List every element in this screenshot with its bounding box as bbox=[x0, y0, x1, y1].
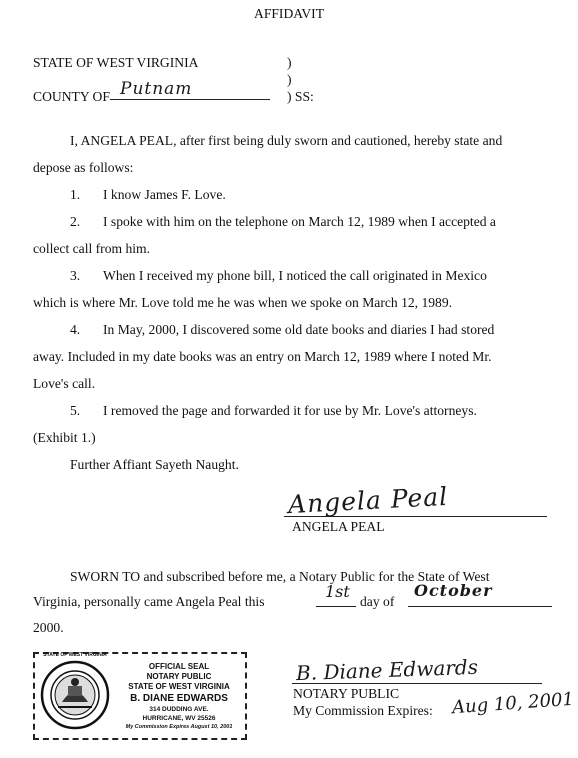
document-title: AFFIDAVIT bbox=[254, 6, 324, 21]
caption-state: STATE OF WEST VIRGINIA bbox=[33, 55, 199, 70]
seal-line-5: 314 DUDDING AVE. bbox=[149, 706, 209, 713]
item-4-text-line-3: Love's call. bbox=[33, 376, 96, 391]
jurat-line-2a: Virginia, personally came Angela Peal this bbox=[33, 594, 265, 609]
county-handwritten: Putnam bbox=[120, 79, 193, 99]
seal-line-6: HURRICANE, WV 25526 bbox=[142, 715, 216, 722]
caption-paren-1: ) bbox=[287, 55, 292, 70]
caption-paren-2: ) bbox=[287, 72, 292, 87]
jurat-month-handwritten: October bbox=[414, 581, 493, 600]
state-seal-emblem bbox=[40, 660, 110, 730]
seal-line-3: STATE OF WEST VIRGINIA bbox=[128, 682, 230, 691]
notary-seal-stamp bbox=[33, 652, 247, 740]
item-3-number: 3. bbox=[70, 268, 81, 283]
jurat-line-3: 2000. bbox=[33, 620, 64, 635]
seal-line-7: My Commission Expires August 10, 2001 bbox=[125, 724, 233, 730]
item-4-text-line-1: In May, 2000, I discovered some old date books and diaries I had stored bbox=[103, 322, 495, 337]
item-3-text-line-2: which is where Mr. Love told me he was when we spoke on March 12, 1989. bbox=[33, 295, 453, 310]
jurat-line-1: SWORN TO and subscribed before me, a Notary Public for the State of West bbox=[70, 569, 490, 584]
item-2-text-line-2: collect call from him. bbox=[33, 241, 151, 256]
seal-ring-text: STATE OF WEST VIRGINIA bbox=[43, 652, 107, 658]
seal-line-4: B. DIANE EDWARDS bbox=[130, 693, 228, 704]
affiant-signature-line bbox=[284, 516, 547, 517]
notary-signature-line bbox=[292, 683, 542, 684]
notary-title: NOTARY PUBLIC bbox=[293, 686, 400, 701]
item-5-number: 5. bbox=[70, 403, 81, 418]
item-3-text-line-1: When I received my phone bill, I noticed the call originated in Mexico bbox=[103, 268, 487, 283]
closing-statement: Further Affiant Sayeth Naught. bbox=[70, 457, 239, 472]
item-2-number: 2. bbox=[70, 214, 81, 229]
item-1-text: I know James F. Love. bbox=[103, 187, 226, 202]
intro-line-1: I, ANGELA PEAL, after first being duly sworn and cautioned, hereby state and bbox=[70, 133, 503, 148]
item-2-text-line-1: I spoke with him on the telephone on March 12, 1989 when I accepted a bbox=[103, 214, 496, 229]
seal-line-1: OFFICIAL SEAL bbox=[148, 662, 210, 671]
notary-signature: B. Diane Edwards bbox=[295, 654, 479, 686]
item-5-text-line-2: (Exhibit 1.) bbox=[33, 430, 96, 445]
intro-line-2: depose as follows: bbox=[33, 160, 134, 175]
item-4-number: 4. bbox=[70, 322, 81, 337]
item-5-text-line-1: I removed the page and forwarded it for use by Mr. Love's attorneys. bbox=[103, 403, 477, 418]
affiant-name: ANGELA PEAL bbox=[292, 519, 385, 534]
caption-ss: ) SS: bbox=[287, 89, 314, 104]
notary-expires-label: My Commission Expires: bbox=[293, 703, 433, 718]
seal-line-2: NOTARY PUBLIC bbox=[146, 672, 212, 681]
affiant-signature: Angela Peal bbox=[287, 481, 449, 520]
notary-expires-handwritten: Aug 10, 2001 bbox=[451, 688, 575, 719]
item-1-number: 1. bbox=[70, 187, 81, 202]
jurat-day-handwritten: 1st bbox=[325, 582, 350, 601]
caption-county-label: COUNTY OF bbox=[33, 89, 110, 104]
item-4-text-line-2: away. Included in my date books was an entry on March 12, 1989 where I noted Mr. bbox=[33, 349, 492, 364]
jurat-line-2b: day of bbox=[360, 594, 395, 609]
